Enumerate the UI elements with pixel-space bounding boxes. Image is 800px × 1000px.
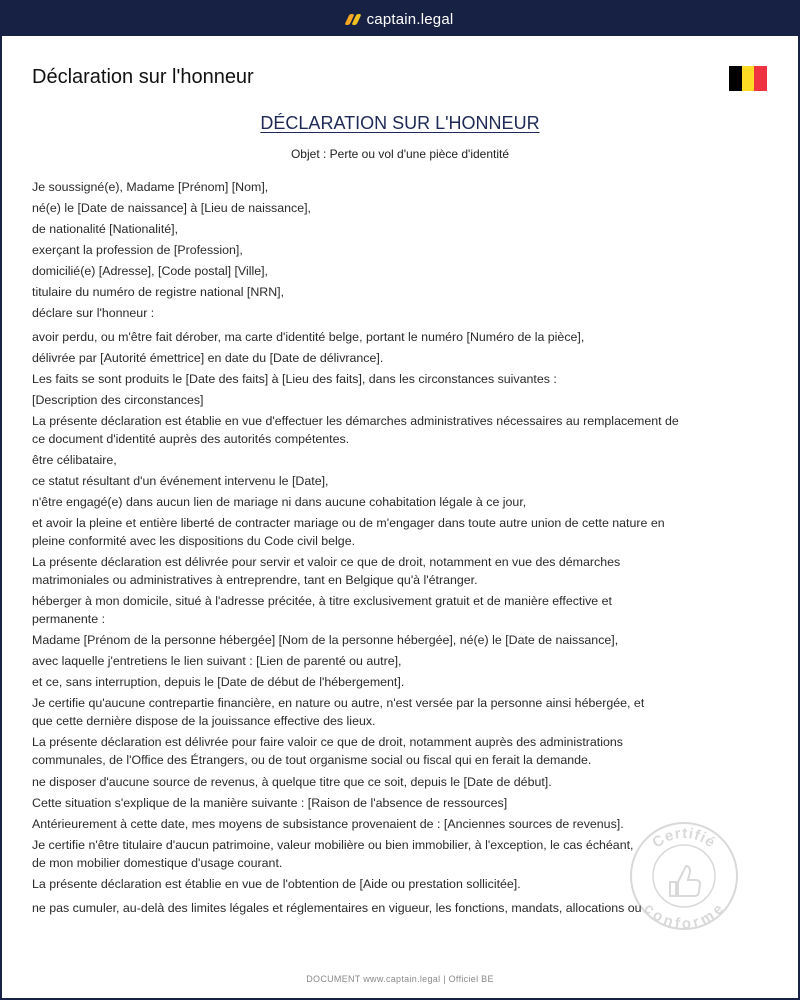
identity-line: domicilié(e) [Adresse], [Code postal] [Ville], [32, 264, 268, 278]
paragraph-line: de mon mobilier domestique d'usage courant. [32, 856, 283, 870]
loss-line: [Description des circonstances] [32, 393, 204, 407]
paragraph-line: que cette dernière dispose de la jouissance effective des lieux. [32, 714, 376, 728]
page-fade [2, 932, 798, 962]
paragraph-line: et avoir la pleine et entière liberté de contracter mariage ou de m'engager dans toute autre union de cette nature en [32, 516, 665, 530]
declaration-heading [2, 113, 798, 134]
single-line: n'être engagé(e) dans aucun lien de mariage ni dans aucune cohabitation légale à ce jour, [32, 495, 527, 509]
declare-line: déclare sur l'honneur : [32, 306, 155, 320]
income-line: ne disposer d'aucune source de revenus, à quelque titre que ce soit, depuis le [Date de début]. [32, 775, 552, 789]
paragraph-line: Je certifie n'être titulaire d'aucun patrimoine, valeur mobilière ou bien immobilier, à l'exception, le cas échéant, [32, 838, 634, 852]
declaration-heading-text: DÉCLARATION SUR L'HONNEUR [260, 113, 540, 133]
single-line: être célibataire, [32, 453, 117, 467]
single-freedom-paragraph [32, 514, 752, 550]
identity-line: né(e) le [Date de naissance] à [Lieu de naissance], [32, 201, 311, 215]
single-purpose-paragraph [32, 553, 752, 589]
belgian-flag-icon [729, 66, 767, 91]
certified-stamp-icon [628, 820, 740, 932]
loss-line: Les faits se sont produits le [Date des faits] à [Lieu des faits], dans les circonstances suivantes : [32, 372, 557, 386]
stamp-top-text: Certifié [649, 824, 720, 852]
footer-text: DOCUMENT www.captain.legal | Officiel BE [306, 974, 494, 984]
income-purpose-line: La présente déclaration est établie en vue de l'obtention de [Aide ou prestation sollicitée]. [32, 877, 521, 891]
declaration-body [32, 178, 752, 920]
host-purpose-paragraph [32, 733, 752, 769]
paragraph-line: ce document d'identité auprès des autorités compétentes. [32, 432, 350, 446]
host-certify-paragraph [32, 694, 752, 730]
paragraph-line: héberger à mon domicile, situé à l'adresse précitée, à titre exclusivement gratuit et de manière effective et [32, 594, 612, 608]
paragraph-line: La présente déclaration est délivrée pour servir et valoir ce que de droit, notamment en vue des démarches [32, 555, 621, 569]
brand-logo-icon [347, 14, 359, 25]
paragraph-line: pleine conformité avec les dispositions du Code civil belge. [32, 534, 356, 548]
identity-line: titulaire du numéro de registre national [NRN], [32, 285, 285, 299]
document-title: Déclaration sur l'honneur [32, 66, 254, 88]
host-line: Madame [Prénom de la personne hébergée] [Nom de la personne hébergée], né(e) le [Date de naissance], [32, 633, 619, 647]
loss-line: délivrée par [Autorité émettrice] en date du [Date de délivrance]. [32, 351, 384, 365]
brand-name[interactable]: captain.legal [366, 10, 454, 28]
paragraph-line: Je certifie qu'aucune contrepartie financière, en nature ou autre, n'est versée par la personne ainsi hébergée, et [32, 696, 645, 710]
top-bar [2, 2, 798, 36]
svg-text:conforme [640, 900, 727, 932]
loss-line: avoir perdu, ou m'être fait dérober, ma carte d'identité belge, portant le numéro [Numéro de la pièce], [32, 330, 585, 344]
paragraph-line: communales, de l'Office des Étrangers, ou de tout organisme social ou fiscal qui en ferait la demande. [32, 753, 592, 767]
cumul-line: ne pas cumuler, au-delà des limites légales et réglementaires en vigueur, les fonctions, mandats, allocations ou [32, 901, 642, 915]
income-line: Cette situation s'explique de la manière suivante : [Raison de l'absence de ressources] [32, 796, 508, 810]
paragraph-line: permanente : [32, 612, 106, 626]
single-line: ce statut résultant d'un événement intervenu le [Date], [32, 474, 329, 488]
host-line: avec laquelle j'entretiens le lien suivant : [Lien de parenté ou autre], [32, 654, 402, 668]
paragraph-line: matrimoniales ou administratives à entreprendre, tant en Belgique qu'à l'étranger. [32, 573, 478, 587]
identity-line: exerçant la profession de [Profession], [32, 243, 243, 257]
stamp-bottom-text: conforme [640, 900, 728, 932]
host-line: et ce, sans interruption, depuis le [Date de début de l'hébergement]. [32, 675, 405, 689]
income-line: Antérieurement à cette date, mes moyens de subsistance provenaient de : [Anciennes sources de revenus]. [32, 817, 624, 831]
identity-line: Je soussigné(e), Madame [Prénom] [Nom], [32, 180, 269, 194]
host-intro-paragraph [32, 592, 752, 628]
identity-line: de nationalité [Nationalité], [32, 222, 179, 236]
paragraph-line: La présente déclaration est délivrée pour faire valoir ce que de droit, notamment auprès des administrations [32, 735, 623, 749]
paragraph-line: La présente déclaration est établie en vue d'effectuer les démarches administratives nécessaires au remplacement de [32, 414, 679, 428]
declaration-subject: Objet : Perte ou vol d'une pièce d'identité [290, 147, 510, 161]
loss-purpose-paragraph [32, 412, 752, 448]
